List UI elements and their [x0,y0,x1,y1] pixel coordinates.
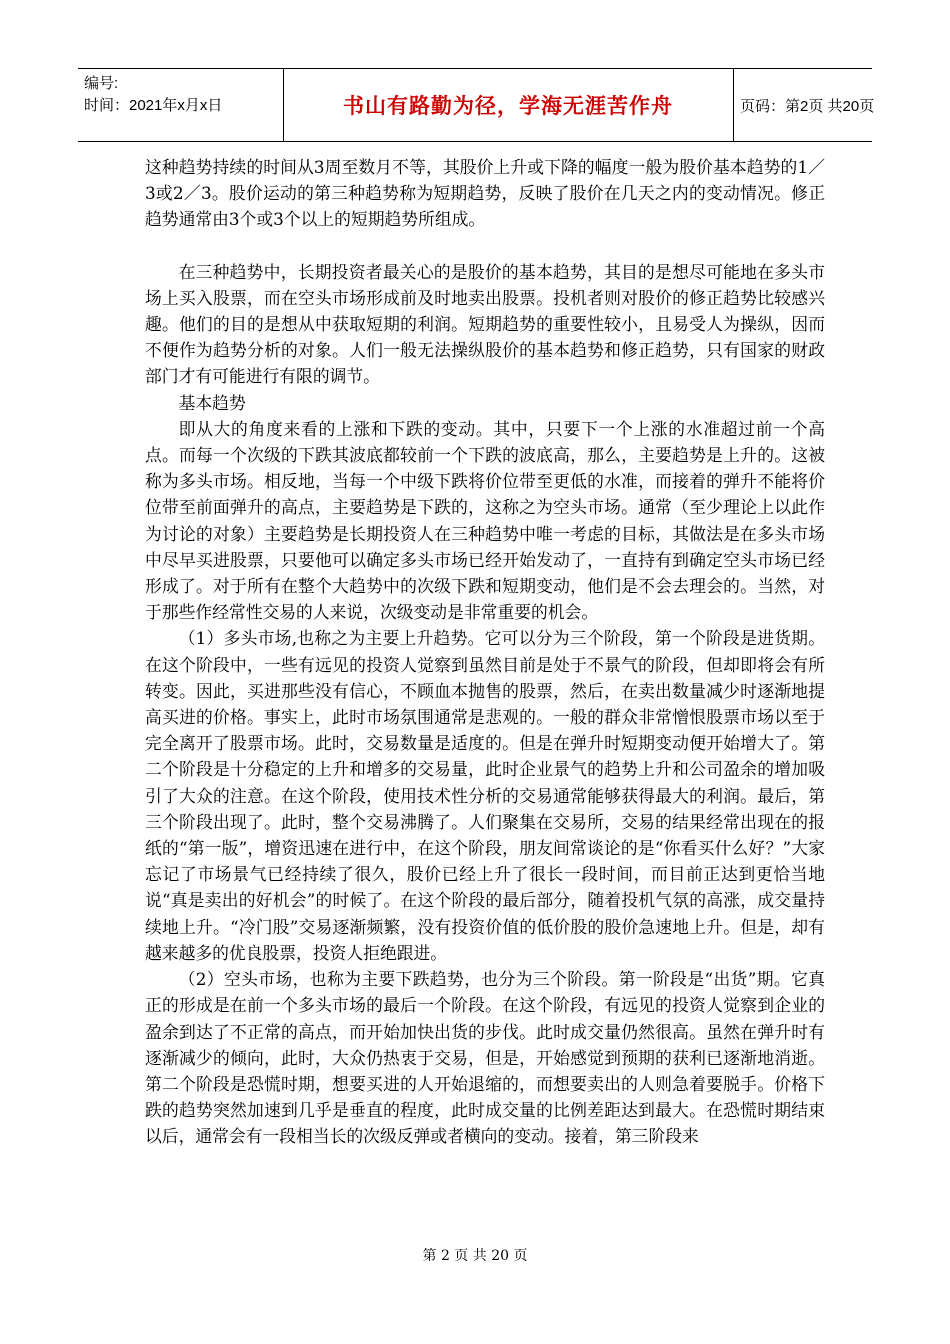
header-motto: 书山有路勤为径，学海无涯苦作舟 [343,94,673,118]
section-heading: 基本趋势 [178,392,246,413]
body-paragraph: （2）空头市场，也称为主要下跌趋势，也分为三个阶段。第一阶段是“出货”期。它真正的形成是在前一个多头市场的最后一个阶段。在这个阶段，有远见的投资人觉察到企业的盈余到达了不正常的高点，而开始加快出货的步伐。此时成交量仍然很高。虽然在弹升时有逐渐减少的倾向，此时，大众仍热衷于交易，但是，开始感觉到预期的获利已逐渐地消逝。第二个阶段是恐慌时期，想要买进的人开始退缩的，而想要卖出的人则急着要脱手。价格下跌的趋势突然加速到几乎是垂直的程度，此时成交量的比例差距达到最大。在恐慌时期结束以后，通常会有一段相当长的次级反弹或者横向的变动。接着，第三阶段来 [145,969,825,1147]
page-footer: 第 2 页 共 20 页 [422,1248,528,1264]
header-page-info: 页码：第2页 共20页 [740,97,875,115]
body-paragraph: 这种趋势持续的时间从3周至数月不等，其股价上升或下降的幅度一般为股价基本趋势的1／3或2／3。股价运动的第三种趋势称为短期趋势，反映了股价在几天之内的变动情况。修正趋势通常由3个或3个以上的短期趋势所组成。 [145,157,825,230]
date-label: 时间：2021年x月x日 [84,97,223,114]
body-paragraph: （1）多头市场,也称之为主要上升趋势。它可以分为三个阶段，第一个阶段是进货期。在这个阶段中，一些有远见的投资人觉察到虽然目前是处于不景气的阶段，但却即将会有所转变。因此，买进那些没有信心，不顾血本抛售的股票，然后，在卖出数量减少时逐渐地提高买进的价格。事实上，此时市场氛围通常是悲观的。一般的群众非常憎恨股票市场以至于完全离开了股票市场。此时，交易数量是适度的。但是在弹升时短期变动便开始增大了。第二个阶段是十分稳定的上升和增多的交易量，此时企业景气的趋势上升和公司盈余的增加吸引了大众的注意。在这个阶段，使用技术性分析的交易通常能够获得最大的利润。最后，第三个阶段出现了。此时，整个交易沸腾了。人们聚集在交易所，交易的结果经常出现在的报纸的“第一版”，增资迅速在进行中，在这个阶段，朋友间常谈论的是“你看买什么好？”大家忘记了市场景气已经持续了很久，股价已经上升了很长一段时间，而目前正达到更恰当地说“真是卖出的好机会”的时候了。在这个阶段的最后部分，随着投机气氛的高涨，成交量持续地上升。“冷门股”交易逐渐频繁，没有投资价值的低价股的股价急速地上升。但是，却有越来越多的优良股票，投资人拒绝跟进。 [145,628,825,963]
header-meta [84,73,280,137]
body-paragraph: 即从大的角度来看的上涨和下跌的变动。其中，只要下一个上涨的水准超过前一个高点。而每一个次级的下跌其波底都较前一个下跌的波底高，那么，主要趋势是上升的。这被称为多头市场。相反地，当每一个中级下跌将价位带至更低的水准，而接着的弹升不能将价位带至前面弹升的高点，主要趋势是下跌的，这称之为空头市场。通常（至少理论上以此作为讨论的对象）主要趋势是长期投资人在三种趋势中唯一考虑的目标，其做法是在多头市场中尽早买进股票，只要他可以确定多头市场已经开始发动了，一直持有到确定空头市场已经形成了。对于所有在整个大趋势中的次级下跌和短期变动，他们是不会去理会的。当然，对于那些作经常性交易的人来说，次级变动是非常重要的机会。 [145,418,825,623]
page-header [78,68,875,142]
header-divider [733,69,734,141]
doc-number-label: 编号: [84,75,119,92]
document-body [145,154,825,1150]
body-paragraph: 在三种趋势中，长期投资者最关心的是股价的基本趋势，其目的是想尽可能地在多头市场上买入股票，而在空头市场形成前及时地卖出股票。投机者则对股价的修正趋势比较感兴趣。他们的目的是想从中获取短期的利润。短期趋势的重要性较小，且易受人为操纵，因而不便作为趋势分析的对象。人们一般无法操纵股价的基本趋势和修正趋势，只有国家的财政部门才有可能进行有限的调节。 [145,261,825,387]
